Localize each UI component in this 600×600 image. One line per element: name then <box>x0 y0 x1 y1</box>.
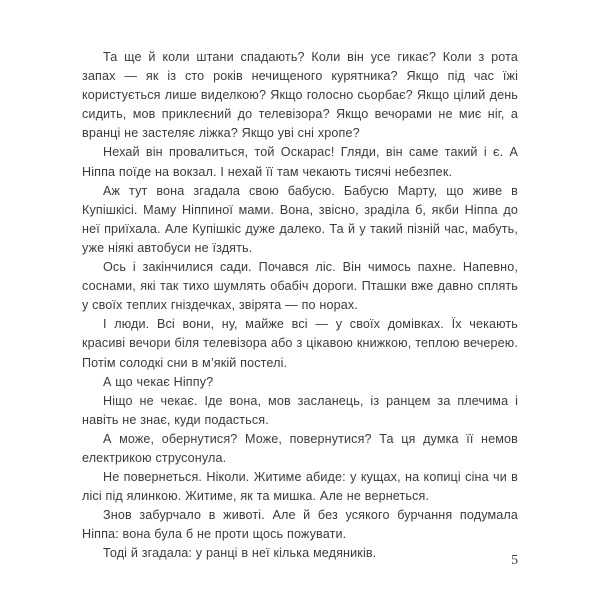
paragraph: Нехай він провалиться, той Оскарас! Гляди, він саме такий і є. А Ніппа поїде на вокзал. І нехай її там чекають тисячі небезпек. <box>82 145 518 179</box>
paragraph: І люди. Всі вони, ну, майже всі — у своїх домівках. Їх чекають красиві вечори біля телевізора або з цікавою книжкою, теплою вечерею. Потім солодкі сни в м’якій постелі. <box>82 317 518 370</box>
paragraph: Знов забурчало в животі. Але й без усякого бурчання подумала Ніппа: вона була б не проти щось пожувати. <box>82 508 518 542</box>
paragraph: А що чекає Ніппу? <box>103 374 214 389</box>
paragraph: Не повернеться. Ніколи. Житиме абиде: у кущах, на копиці сіна чи в лісі під ялинкою. Житиме, як та мишка. Але не вернеться. <box>82 470 518 504</box>
paragraph: Ось і закінчилися сади. Почався ліс. Він чимось пахне. Напевно, соснами, які так тихо шумлять обабіч дороги. Пташки вже давно сплять у своїх теплих гніздечках, звірята — по норах. <box>82 260 518 313</box>
paragraph: Аж тут вона згадала свою бабусю. Бабусю Марту, що живе в Купішкісі. Маму Ніппиної мами. Вона, звісно, зраділа б, якби Ніппа до неї приїхала. Але Купішкіс дуже далеко. Та й у такий пізній час, мабуть, уже ніякі автобуси не їздять. <box>82 183 518 255</box>
paragraph: Та ще й коли штани спадають? Коли він усе гикає? Коли з рота запах — як із сто років нечищеного курятника? Якщо під час їжі користується лише виделкою? Якщо голосно сьорбає? Якщо цілий день сидить, мов приклеєний до телевізора? Якщо вечорами не миє ніг, а вранці не застеляє ліжка? Якщо уві сні хропе? <box>82 50 518 141</box>
paragraph: Тоді й згадала: у ранці в неї кілька медяників. <box>103 546 377 561</box>
paragraph: Ніщо не чекає. Іде вона, мов засланець, із ранцем за плечима і навіть не знає, куди подасться. <box>82 393 518 427</box>
page-number: 5 <box>511 552 518 567</box>
paragraph: А може, обернутися? Може, повернутися? Та ця думка її немов електрикою струсонула. <box>82 431 518 465</box>
page-text-body <box>82 48 518 564</box>
